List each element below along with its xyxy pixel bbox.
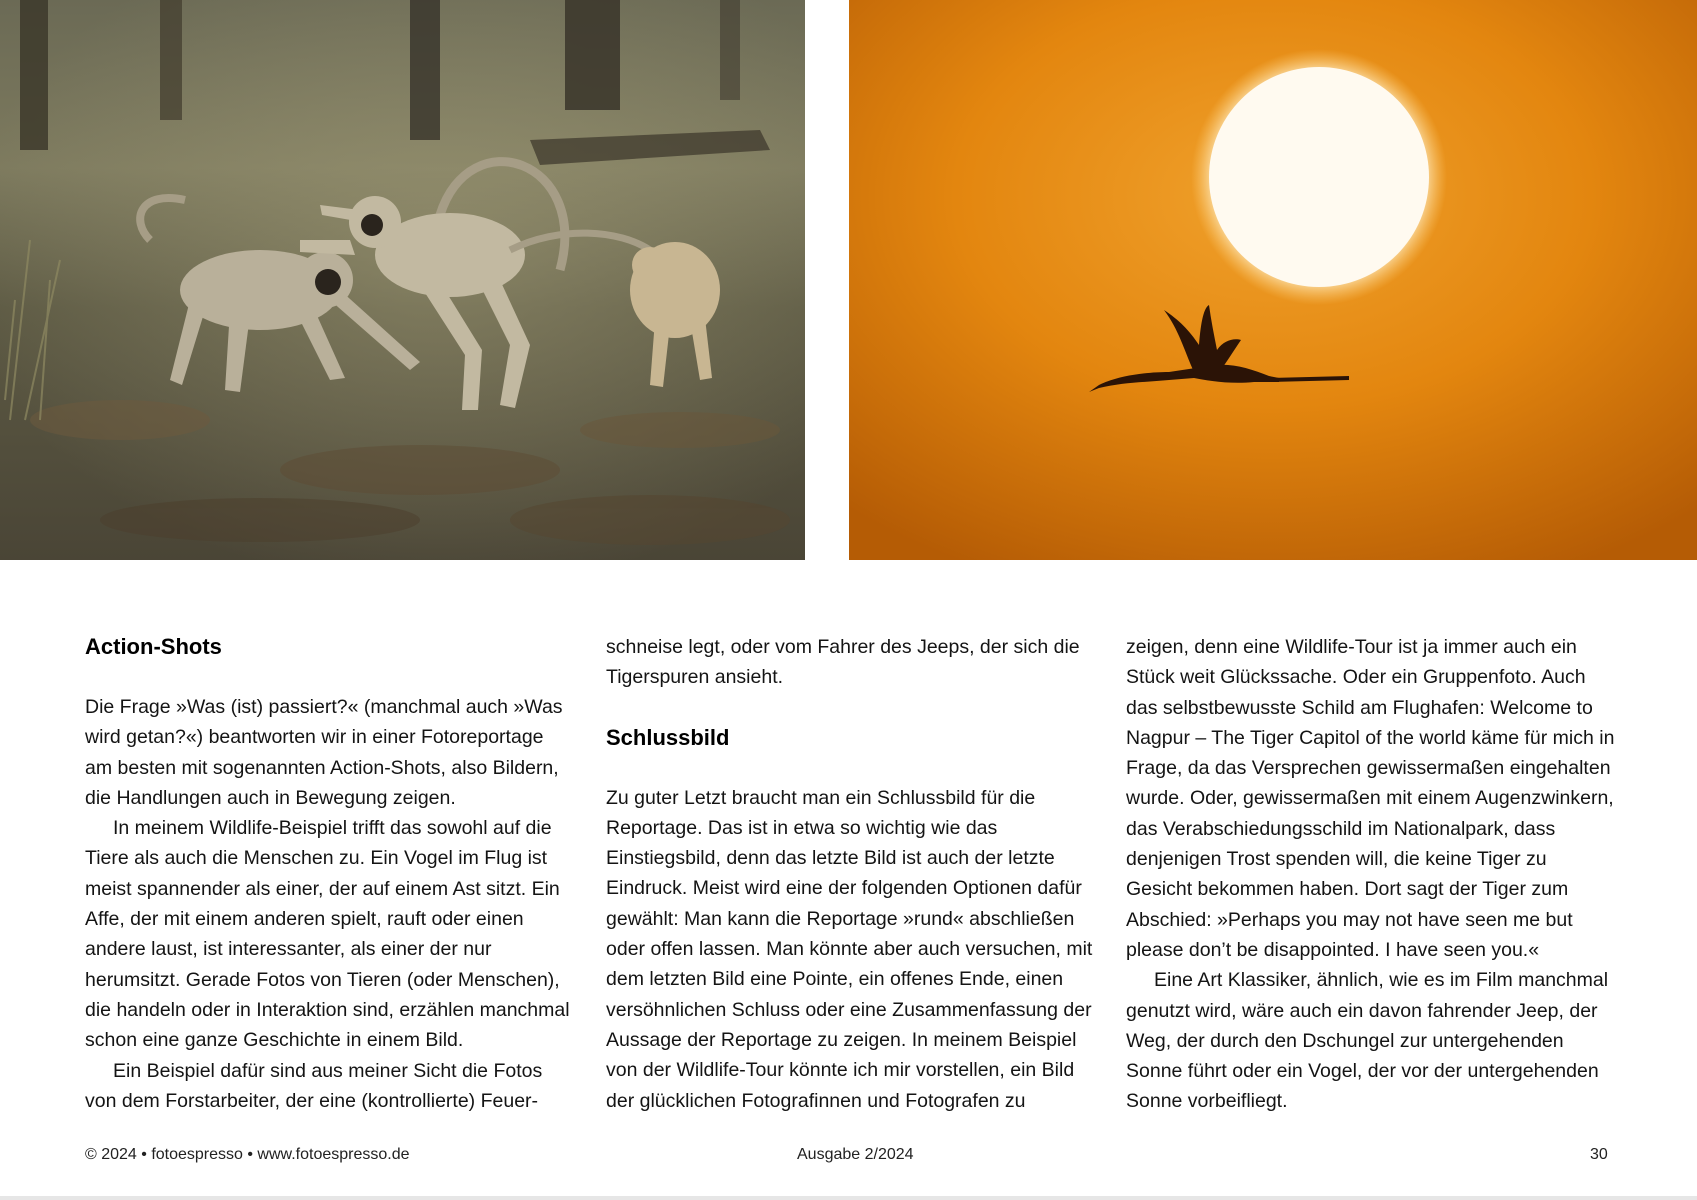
paragraph: Ein Beispiel dafür sind aus meiner Sicht die Fotos von dem Forstarbeiter, der eine (kontrollierte) Feuer- [85,1059,543,1112]
paragraph: zeigen, denn eine Wildlife-Tour ist ja immer auch ein Stück weit Glückssache. Oder ein Gruppenfoto. Auch das selbstbewusste Schild am Flughafen: Welcome to Nagpur – The Tiger Capitol of the world käme für mich in Frage, da das Versprechen gewissermaßen eingehalten wurde. Oder, gewissermaßen mit einem Augenzwinkern, das Verabschiedungsschild im Nationalpark, dass denjenigen Trost spenden will, die keine Tiger zu Gesicht bekommen haben. Dort sagt der Tiger zum Abschied: »Perhaps you may not have seen me but please don’t be disappointed. I have seen you.« [1126,636,1615,961]
heading-action-shots: Action-Shots [85,634,222,659]
bottom-divider [0,1196,1697,1200]
text-column-2 [606,632,1096,1116]
heading-schlussbild: Schlussbild [606,724,730,750]
paragraph: In meinem Wildlife-Beispiel trifft das sowohl auf die Tiere als auch die Menschen zu. Ein Vogel im Flug ist meist spannender als einer, der auf einem Ast sitzt. Ein Affe, der mit einem anderen spielt, rauft oder einen andere laust, ist interessanter, als einer der nur herumsitzt. Gerade Fotos von Tieren (oder Menschen), die handeln oder in Interaktion sind, erzählen manchmal schon eine ganze Geschichte in einem Bild. [85,817,570,1052]
text-column-3 [1126,632,1616,1117]
paragraph: Eine Art Klassiker, ähnlich, wie es im Film manchmal genutzt wird, wäre auch ein davon fahrender Jeep, der Weg, der durch den Dschungel zur untergehenden Sonne führt oder ein Vogel, der vor der untergehenden Sonne vorbeifliegt. [1126,969,1609,1113]
bird-sunset-illustration [849,0,1697,560]
paragraph: schneise legt, oder vom Fahrer des Jeeps, der sich die Tigerspuren ansieht. [606,636,1080,689]
langur-monkeys-photo [0,0,805,560]
footer-issue: Ausgabe 2/2024 [797,1146,914,1163]
paragraph: Zu guter Letzt braucht man ein Schlussbild für die Reportage. Das ist in etwa so wichtig wie das Einstiegsbild, denn das letzte Bild ist auch der letzte Eindruck. Meist wird eine der folgenden Optionen dafür gewählt: Man kann die Reportage »rund« abschließen oder offen lassen. Man könnte aber auch versuchen, mit dem letzten Bild eine Pointe, ein offenes Ende, einen versöhnlichen Schluss oder eine Zusammenfassung der Aussage der Reportage zu zeigen. In meinem Beispiel von der Wildlife-Tour könnte ich mir vorstellen, ein Bild der glücklichen Fotografinnen und Fotografen zu [606,786,1093,1112]
footer-copyright: © 2024 • fotoespresso • www.fotoespresso.de [85,1146,410,1163]
paragraph: Die Frage »Was (ist) passiert?« (manchmal auch »Was wird getan?«) beantworten wir in einer Fotoreportage am besten mit sogenannten Action-Shots, also Bildern, die Handlungen auch in Bewegung zeigen. [85,696,563,809]
langur-monkeys-illustration [0,0,805,560]
bird-sunset-photo [849,0,1697,560]
text-column-1 [85,632,575,1116]
page-number: 30 [1590,1146,1608,1163]
